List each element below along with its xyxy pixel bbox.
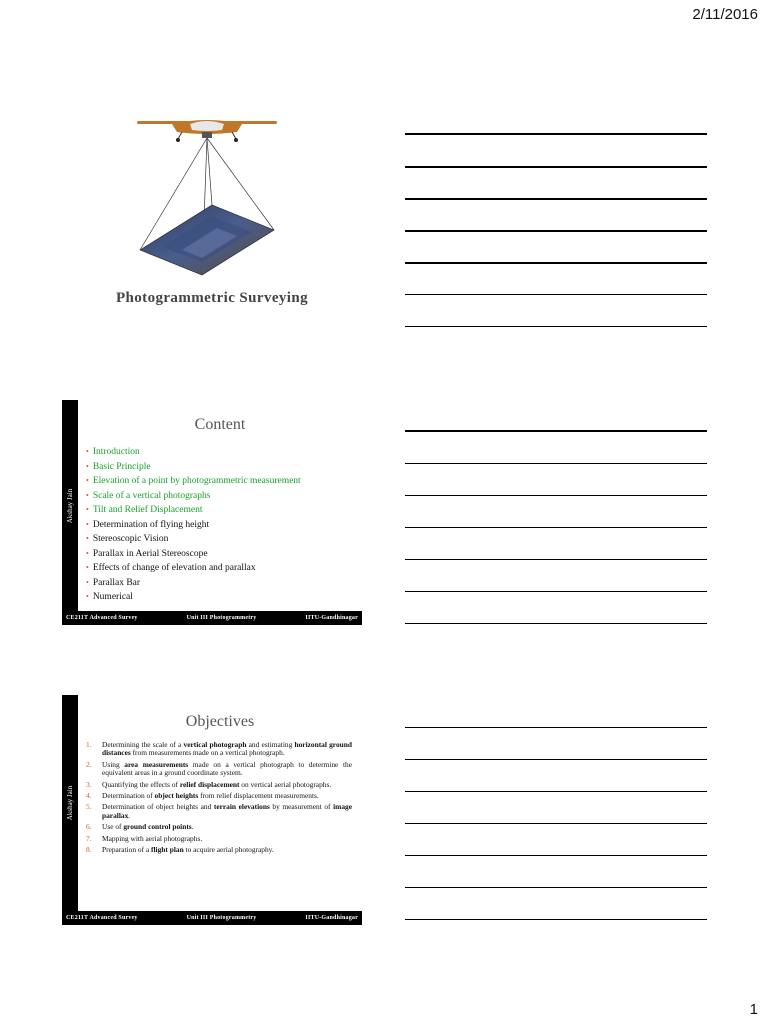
note-line [405, 823, 707, 824]
print-date: 2/11/2016 [692, 6, 758, 23]
content-item-text: Parallax in Aerial Stereoscope [92, 548, 208, 559]
content-item-text: Stereoscopic Vision [92, 534, 169, 544]
objective-item [86, 835, 352, 843]
note-line [405, 326, 707, 327]
content-item [86, 518, 301, 533]
objective-number: 1. [86, 740, 92, 749]
objective-item [86, 741, 352, 758]
note-line [405, 230, 707, 232]
note-line [405, 198, 707, 200]
slide-title-page [62, 105, 362, 323]
objectives-list [86, 741, 352, 857]
content-item-text: Basic Principle [92, 461, 151, 472]
objective-text [102, 741, 352, 758]
footer-course: CE211T Advanced Survey [66, 615, 138, 621]
objective-text-part: Determination of [102, 791, 155, 801]
sidebar-author: Akshay Jain [66, 488, 74, 523]
objective-text-part: Using [102, 759, 125, 769]
objective-number: 6. [86, 822, 92, 832]
content-item [86, 503, 301, 518]
slide-sidebar [62, 695, 78, 911]
objective-text [102, 761, 352, 778]
note-line [405, 791, 707, 792]
objective-text [102, 792, 352, 800]
objective-text-part: to acquire aerial photography. [183, 845, 274, 855]
objective-keyword: terrain elevations [213, 802, 270, 812]
objective-item [86, 803, 352, 820]
content-item-text: Tilt and Relief Displacement [92, 505, 203, 515]
content-item-text: Parallax Bar [92, 577, 141, 588]
footer-institute: IITU-Gandhinagar [305, 615, 358, 621]
bullet-icon: • [86, 490, 89, 500]
note-line [405, 166, 707, 168]
aerial-photography-illustration [132, 110, 282, 280]
objective-text [102, 803, 352, 820]
footer-institute: IITU-Gandhinagar [305, 915, 358, 921]
note-line [405, 527, 707, 528]
objective-text-part: and estimating [246, 740, 295, 749]
objective-keyword: area measurements [124, 759, 189, 769]
slide-main-title: Photogrammetric Surveying [115, 290, 309, 306]
note-line [405, 430, 707, 432]
note-line [405, 591, 707, 592]
objective-keyword: object heights [154, 791, 199, 801]
objective-text-part: Quantifying the effects of [102, 779, 180, 789]
note-line [405, 463, 707, 464]
bullet-icon: • [86, 505, 89, 514]
objective-text-part: . [128, 810, 131, 820]
footer-unit: Unit III Photogrammetry [186, 615, 257, 621]
content-title: Content [194, 416, 246, 433]
note-line [405, 919, 707, 920]
note-line [405, 294, 707, 295]
content-item-text: Elevation of a point by photogrammetric measurement [92, 476, 301, 486]
objective-keyword: flight plan [151, 845, 184, 855]
content-item-text: Scale of a vertical photographs [92, 490, 211, 501]
note-line [405, 495, 707, 496]
objective-item [86, 792, 352, 800]
objective-number: 4. [86, 791, 92, 801]
objective-number: 5. [86, 802, 92, 812]
slide-objectives [62, 695, 362, 925]
bullet-icon: • [86, 476, 89, 485]
objectives-title: Objectives [185, 713, 255, 730]
note-line [405, 855, 707, 856]
content-item [86, 532, 301, 547]
bullet-icon: • [86, 592, 89, 601]
objective-text-part: Determination of object heights and [102, 802, 214, 812]
content-item-text: Determination of flying height [92, 519, 210, 530]
objective-text-part: Mapping with aerial photographs. [102, 833, 203, 843]
objective-text-part: . [191, 822, 194, 832]
content-item [86, 590, 301, 605]
objective-text-part: from relief displacement measurements. [198, 791, 319, 801]
bullet-icon: • [86, 563, 89, 572]
note-line [405, 133, 707, 135]
objective-keyword: vertical photograph [183, 740, 247, 749]
content-item [86, 489, 301, 504]
objective-text [102, 781, 352, 789]
content-item-text: Numerical [92, 592, 133, 602]
objective-number: 3. [86, 779, 92, 789]
footer-unit: Unit III Photogrammetry [186, 915, 257, 921]
slide-footer [62, 911, 362, 925]
content-item [86, 445, 301, 460]
objective-text [102, 846, 352, 854]
note-line [405, 727, 707, 728]
objective-text [102, 835, 352, 843]
bullet-icon: • [86, 577, 89, 587]
note-line [405, 887, 707, 888]
objective-number: 7. [86, 833, 92, 843]
objective-number: 2. [86, 759, 92, 769]
objective-item [86, 781, 352, 789]
content-item [86, 561, 301, 576]
objective-item [86, 823, 352, 831]
objective-text-part: on vertical aerial photographs. [239, 779, 332, 789]
content-item [86, 460, 301, 475]
objective-text-part: Preparation of a [102, 845, 152, 855]
note-line [405, 759, 707, 760]
objective-text [102, 823, 352, 831]
content-item [86, 576, 301, 591]
bullet-icon: • [86, 548, 89, 558]
objective-keyword: relief displacement [179, 779, 240, 789]
content-item-text: Effects of change of elevation and parallax [92, 563, 256, 573]
objective-keyword: ground control points [123, 822, 192, 832]
slide-sidebar [62, 400, 78, 611]
footer-course: CE211T Advanced Survey [66, 915, 138, 921]
content-item [86, 547, 301, 562]
objective-number: 8. [86, 845, 92, 855]
bullet-icon: • [86, 447, 89, 456]
content-list [86, 445, 301, 605]
content-item [86, 474, 301, 489]
content-item-text: Introduction [92, 447, 140, 457]
objective-text-part: Determining the scale of a [102, 740, 184, 749]
objective-keyword: image parallax [102, 802, 352, 820]
objective-text-part: made on a vertical photograph to determine the equivalent areas in a ground coordinate system. [102, 759, 352, 778]
bullet-icon: • [86, 534, 89, 543]
slide-content [62, 400, 362, 625]
note-line [405, 623, 707, 624]
objective-item [86, 761, 352, 778]
page-number: 1 [749, 1001, 758, 1018]
objective-text-part: by measurement of [269, 802, 334, 812]
objective-text-part: Use of [102, 822, 124, 832]
objective-text-part: from measurements made on a vertical photograph. [130, 748, 285, 758]
objective-keyword: horizontal ground distances [102, 740, 352, 758]
slide-footer [62, 611, 362, 625]
objective-item [86, 846, 352, 854]
note-line [405, 559, 707, 560]
note-line [405, 262, 707, 264]
bullet-icon: • [86, 519, 89, 529]
bullet-icon: • [86, 461, 89, 471]
sidebar-author: Akshay Jain [66, 785, 74, 821]
